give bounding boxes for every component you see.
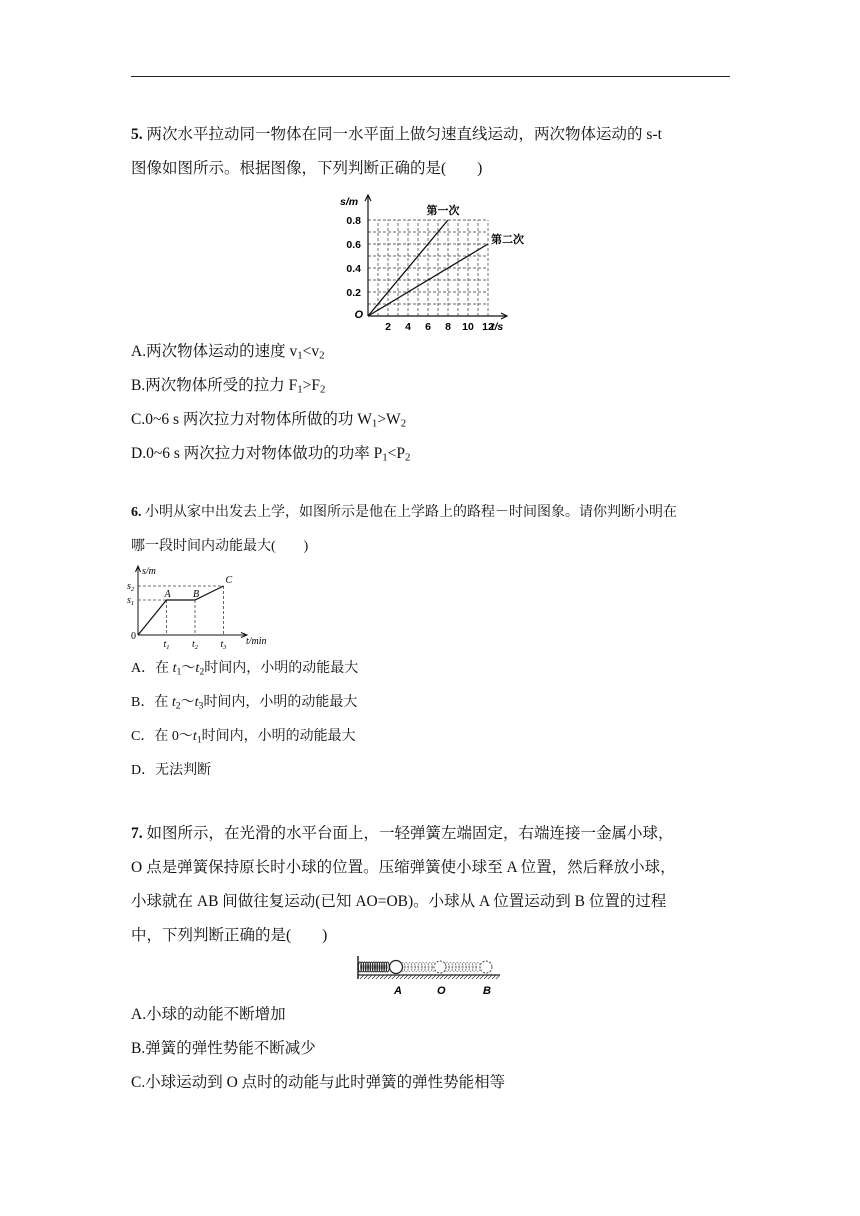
x-tick-label: 2 bbox=[385, 321, 391, 332]
series-label-2: 第二次 bbox=[491, 234, 524, 246]
x-tick-label: 10 bbox=[462, 321, 474, 332]
point-label: B bbox=[193, 589, 200, 600]
x-tick-label: 4 bbox=[405, 321, 411, 332]
y-tick-label: $s_1$ bbox=[127, 595, 135, 607]
stem-line: O 点是弹簧保持原长时小球的位置。压缩弹簧使小球至 A 位置，然后释放小球， bbox=[131, 859, 676, 876]
origin-label: O bbox=[354, 309, 363, 321]
point-label: C bbox=[225, 575, 233, 586]
chart-series bbox=[127, 566, 267, 651]
label-a: A bbox=[394, 985, 402, 997]
option-c[interactable]: C.小球运动到 O 点时的动能与此时弹簧的弹性势能相等 bbox=[131, 1074, 506, 1091]
x-tick-label: 12 bbox=[482, 321, 494, 332]
option-d[interactable]: D．无法判断 bbox=[131, 763, 212, 778]
option-a[interactable]: A.两次物体运动的速度 $v_1<v_2$ bbox=[131, 343, 325, 362]
label-b: B bbox=[483, 985, 491, 997]
stem-line: 中，下列判断正确的是( ) bbox=[131, 927, 328, 944]
question-number: 6. bbox=[131, 505, 142, 520]
x-tick-label: $t_1$ bbox=[163, 639, 170, 651]
option-d[interactable]: D.0~6 s 两次拉力对物体做功的功率 $P_1<P_2$ bbox=[131, 445, 411, 464]
option-c[interactable]: C．在 $0\sim t_1$时间内，小明的动能最大 bbox=[131, 729, 356, 746]
point-label: A bbox=[164, 589, 171, 600]
spring-ball-figure bbox=[354, 953, 504, 999]
stem-line: 图像如图所示。根据图像，下列判断正确的是( ) bbox=[131, 160, 483, 177]
stem-line: 小球就在 AB 间做往复运动(已知 AO=OB)。小球从 A 位置运动到 B 位置的过程 bbox=[131, 893, 667, 910]
option-b[interactable]: B.弹簧的弹性势能不断减少 bbox=[131, 1040, 316, 1057]
y-axis-label: s/m bbox=[340, 196, 359, 208]
x-tick-label: $t_3$ bbox=[220, 639, 227, 651]
ball-at-a bbox=[390, 961, 403, 974]
question-7-stem bbox=[131, 817, 731, 953]
x-tick-label: $t_2$ bbox=[192, 639, 199, 651]
stem-line: 哪一段时间内动能最大( ) bbox=[131, 539, 309, 554]
x-axis-label: t/min bbox=[246, 636, 267, 647]
chart-grid bbox=[368, 220, 488, 316]
x-axis-label: t/s bbox=[491, 321, 504, 332]
stem-line: 两次水平拉动同一物体在同一水平面上做匀速直线运动，两次物体运动的 s-t bbox=[146, 126, 662, 143]
chart-q5-st-graph bbox=[330, 190, 530, 332]
y-tick-label: 0.2 bbox=[346, 287, 361, 299]
y-tick-label: 0.8 bbox=[346, 215, 361, 227]
option-b[interactable]: B．在 $t_2\sim t_3$时间内，小明的动能最大 bbox=[131, 695, 358, 712]
y-tick-label: 0.6 bbox=[346, 239, 361, 251]
option-a[interactable]: A.小球的动能不断增加 bbox=[131, 1006, 286, 1023]
y-axis-label: s/m bbox=[142, 566, 156, 577]
option-c[interactable]: C.0~6 s 两次拉力对物体所做的功 $W_1>W_2$ bbox=[131, 411, 407, 430]
origin-label: 0 bbox=[131, 631, 136, 642]
question-6-stem bbox=[131, 496, 731, 564]
y-tick-label: 0.4 bbox=[346, 263, 361, 275]
label-o: O bbox=[437, 985, 446, 997]
chart-q6-st-graph bbox=[126, 563, 278, 651]
header-rule bbox=[131, 76, 730, 77]
series-label-1: 第一次 bbox=[426, 205, 460, 217]
series-line bbox=[138, 586, 224, 635]
question-5-stem bbox=[131, 118, 731, 186]
question-number: 5. bbox=[131, 126, 143, 143]
stem-line: 如图所示，在光滑的水平台面上，一轻弹簧左端固定，右端连接一金属小球， bbox=[146, 825, 674, 842]
option-a[interactable]: A．在 $t_1\sim t_2$时间内，小明的动能最大 bbox=[131, 661, 359, 678]
option-b[interactable]: B.两次物体所受的拉力 $F_1>F_2$ bbox=[131, 377, 326, 396]
y-tick-label: $s_2$ bbox=[127, 581, 135, 593]
stem-line: 小明从家中出发去上学，如图所示是他在上学路上的路程－时间图象。请你判断小明在 bbox=[145, 505, 677, 520]
x-tick-label: 6 bbox=[425, 321, 431, 332]
spring bbox=[358, 962, 480, 972]
ball-at-o bbox=[434, 961, 446, 973]
x-tick-label: 8 bbox=[445, 321, 451, 332]
ball-at-b bbox=[480, 961, 492, 973]
question-number: 7. bbox=[131, 825, 143, 842]
